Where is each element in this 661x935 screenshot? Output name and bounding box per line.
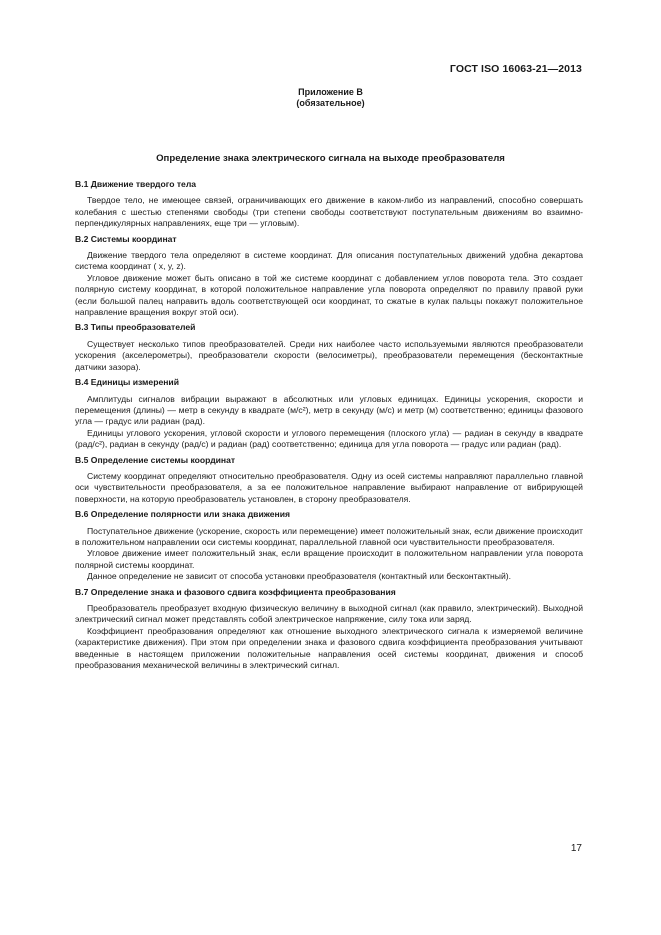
appendix-heading bbox=[0, 87, 661, 109]
paragraph: Твердое тело, не имеющее связей, ограничивающих его движение в каком-либо из направлений, способно совершать колебания с шестью степенями свободы (три степени свободы соответствуют поступательным движениям во взаимно-перпендикулярных направлениях, еще три — угловым). bbox=[75, 195, 583, 229]
section-heading: В.3 Типы преобразователей bbox=[75, 322, 196, 333]
section-b6 bbox=[75, 509, 583, 582]
section-heading: В.6 Определение полярности или знака движения bbox=[75, 509, 290, 520]
paragraph: Угловое движение может быть описано в той же системе координат с добавлением углов поворота тела. Это создает полярную систему координат, в которой положительное направление угла поворота определяют по правилу правой руки (если большой палец направить вдоль соответствующей оси координат, то сжатые в кулак пальцы покажут положительное направление вращения вокруг этой оси). bbox=[75, 272, 583, 318]
section-heading: В.5 Определение системы координат bbox=[75, 454, 236, 465]
section-heading: В.1 Движение твердого тела bbox=[75, 179, 197, 189]
paragraph: Движение твердого тела определяют в системе координат. Для описания поступательных движений удобна декартова система координат ( x, y, z). bbox=[75, 250, 583, 272]
document-body bbox=[75, 177, 583, 675]
section-b4 bbox=[75, 377, 583, 450]
paragraph: Преобразователь преобразует входную физическую величину в выходной сигнал (как правило, электрический). Выходной электрический сигнал может представлять собой электрическое напряжение, силу тока или заряд. bbox=[75, 603, 583, 625]
section-b3 bbox=[75, 322, 583, 373]
section-heading: В.7 Определение знака и фазового сдвига коэффициента преобразования bbox=[75, 586, 396, 597]
section-b2 bbox=[75, 234, 583, 319]
appendix-title: Приложение В bbox=[298, 87, 363, 97]
document-title: Определение знака электрического сигнала на выходе преобразователя bbox=[156, 153, 505, 164]
paragraph: Угловое движение имеет положительный знак, если вращение происходит в положительном направлении угла поворота полярной системы координат. bbox=[75, 548, 583, 570]
section-heading: В.2 Системы координат bbox=[75, 233, 177, 244]
section-b5 bbox=[75, 455, 583, 506]
paragraph: Коэффициент преобразования определяют как отношение выходного электрического сигнала к измеряемой величине (характеристике движения). При этом при определении знака и фазового сдвига коэффициента преобразования учитывают введенные в настоящем приложении положительные направления осей системы координат, движения и способ преобразования механической величины в электрический сигнал. bbox=[75, 625, 583, 671]
paragraph: Единицы углового ускорения, угловой скорости и углового перемещения (плоского угла) — радиан в секунду в квадрате (рад/с²), радиан в секунду (рад/с) и радиан (рад) соответственно; единица для угла поворота — градус или радиан (рад). bbox=[75, 427, 583, 450]
appendix-status: (обязательное) bbox=[296, 98, 365, 108]
section-heading: В.4 Единицы измерений bbox=[75, 377, 179, 388]
paragraph: Систему координат определяют относительно преобразователя. Одну из осей системы направляют параллельно главной оси чувствительности преобразователя, а за ее положительное направление выбирают направление от вибрирующей поверхности, на которую преобразователь установлен, в сторону преобразователя. bbox=[75, 470, 583, 504]
standard-header: ГОСТ ISO 16063-21—2013 bbox=[449, 63, 582, 75]
section-b1 bbox=[75, 179, 583, 230]
paragraph: Данное определение не зависит от способа установки преобразователя (контактный или бесконтактный). bbox=[87, 571, 512, 582]
page-number: 17 bbox=[570, 843, 582, 854]
paragraph: Амплитуды сигналов вибрации выражают в абсолютных или угловых единицах. Единицы ускорения, скорости и перемещения (длины) — метр в секунду в квадрате (м/с²), метр в секунду (м/с) и метр (м) соответственно; единицы фазового угла — градус или радиан (рад). bbox=[75, 393, 583, 427]
section-b7 bbox=[75, 587, 583, 672]
paragraph: Поступательное движение (ускорение, скорость или перемещение) имеет положительный знак, если движение происходит в положительном направлении оси системы координат, параллельной главной оси чувствительности преобразователя. bbox=[75, 525, 583, 547]
paragraph: Существует несколько типов преобразователей. Среди них наиболее часто используемыми являются преобразователи ускорения (акселерометры), преобразователи скорости (велосиметры), преобразователи перемещения (бесконтактные датчики зазора). bbox=[75, 338, 583, 372]
